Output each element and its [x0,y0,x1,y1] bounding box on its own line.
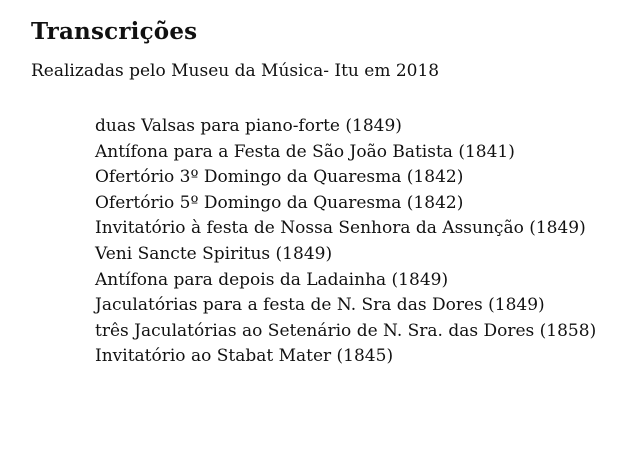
list-item: duas Valsas para piano-forte (1849) [95,116,402,136]
list-item: Antífona para a Festa de São João Batista (1841) [95,141,515,162]
list-item: Jaculatórias para a festa de N. Sra das Dores (1849) [95,295,545,316]
page-subtitle: Realizadas pelo Museu da Música- Itu em 2018 [31,61,440,81]
list-item: três Jaculatórias ao Setenário de N. Sra. das Dores (1858) [95,320,597,341]
page-title: Transcrições [31,18,198,45]
list-item: Invitatório à festa de Nossa Senhora da Assunção (1849) [95,218,586,239]
list-item: Ofertório 5º Domingo da Quaresma (1842) [95,192,464,213]
list-item: Invitatório ao Stabat Mater (1845) [95,346,394,367]
works-list [95,114,596,370]
list-item: Antífona para depois da Ladainha (1849) [95,269,449,290]
list-item: Ofertório 3º Domingo da Quaresma (1842) [95,167,464,188]
list-item: Veni Sancte Spiritus (1849) [95,243,333,264]
